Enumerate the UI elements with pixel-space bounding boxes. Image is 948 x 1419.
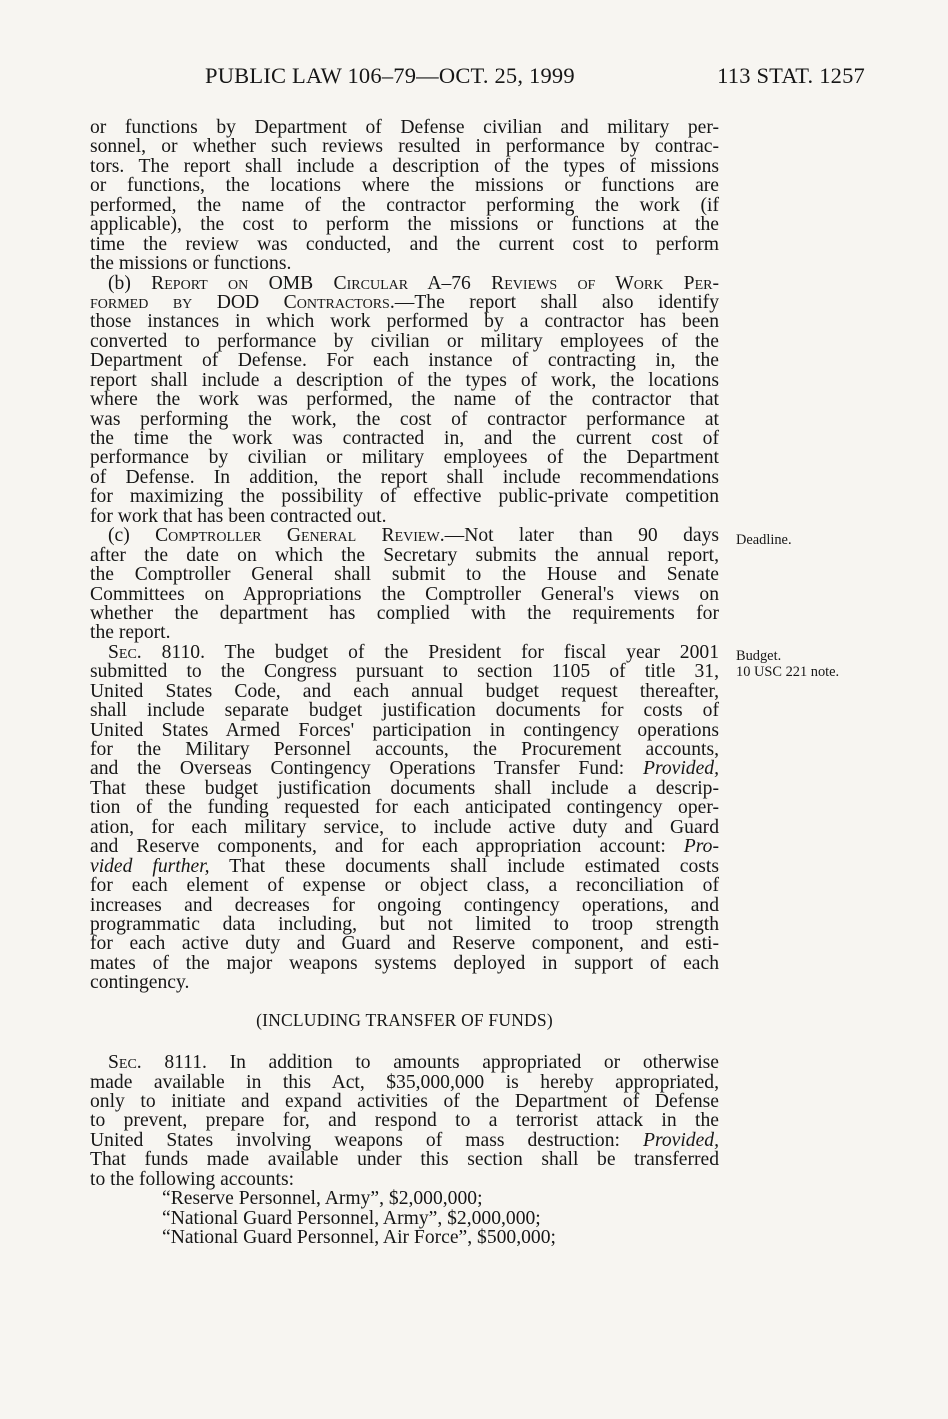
subsection-heading: Comptroller General Review bbox=[155, 525, 440, 547]
text-line: the missions or functions. bbox=[90, 253, 292, 275]
proviso-italic: Provided, bbox=[643, 758, 719, 780]
text-line bbox=[90, 643, 719, 662]
text-line: or functions by Department of Defense civilian and military per- bbox=[90, 117, 719, 138]
subsection-label: (c) bbox=[108, 525, 156, 547]
text-line: to the following accounts: bbox=[90, 1168, 295, 1190]
section-8111 bbox=[90, 1053, 719, 1247]
text-line: was performing the work, the cost of contractor performance at bbox=[90, 408, 719, 430]
text-line: performance by civilian or military employees of the Department bbox=[90, 447, 719, 469]
statute-page-number: 113 STAT. 1257 bbox=[717, 63, 865, 88]
text-line: That funds made available under this section shall be transferred bbox=[90, 1149, 719, 1171]
margin-note-budget: Budget. bbox=[736, 648, 782, 664]
account-item: “National Guard Personnel, Air Force”, $500,000; bbox=[162, 1227, 556, 1249]
text-line: Committees on Appropriations the Comptroller General's views on bbox=[90, 583, 719, 605]
text-line: performed, the name of the contractor performing the work (if bbox=[90, 194, 719, 216]
paragraph-b-omb-report bbox=[90, 274, 719, 527]
text-line: time the review was conducted, and the current cost to perform bbox=[90, 233, 719, 255]
text-line bbox=[90, 274, 719, 293]
account-item: “National Guard Personnel, Army”, $2,000,000; bbox=[162, 1207, 541, 1229]
subsection-label: (b) bbox=[108, 272, 152, 294]
text-line: for work that has been contracted out. bbox=[90, 505, 387, 527]
section-heading-transfer-of-funds: (INCLUDING TRANSFER OF FUNDS) bbox=[256, 1009, 553, 1030]
text-line: increases and decreases for ongoing contingency operations, and bbox=[90, 894, 719, 916]
text-line: sonnel, or whether such reviews resulted in performance by contrac- bbox=[90, 136, 719, 158]
text-line: mates of the major weapons systems deployed in support of each bbox=[90, 952, 719, 974]
text-line: contingency. bbox=[90, 972, 190, 994]
text-line: United States Code, and each annual budget request thereafter, bbox=[90, 680, 719, 702]
text-line: converted to performance by civilian or military employees of the bbox=[90, 330, 719, 352]
page-header bbox=[205, 63, 865, 93]
text-line: tors. The report shall include a description of the types of missions bbox=[90, 155, 719, 177]
text-line: shall include separate budget justification documents for costs of bbox=[90, 700, 719, 722]
text-line: for maximizing the possibility of effective public-private competition bbox=[90, 486, 719, 508]
margin-note-deadline: Deadline. bbox=[736, 532, 792, 548]
text-run: That these documents shall include estimated costs bbox=[209, 855, 719, 877]
text-run: . 8111. In addition to amounts appropriated or otherwise bbox=[136, 1052, 719, 1074]
text-line: programmatic data including, but not limited to troop strength bbox=[90, 913, 719, 935]
text-line: Department of Defense. For each instance of contracting in, the bbox=[90, 350, 719, 372]
margin-note-usc: 10 USC 221 note. bbox=[736, 664, 840, 680]
proviso-italic: Provided, bbox=[643, 1129, 719, 1151]
text-run: .—Not later than 90 days bbox=[439, 525, 719, 547]
text-line: for the Military Personnel accounts, the Procurement accounts, bbox=[90, 739, 719, 760]
text-line: That these budget justification documents shall include a descrip- bbox=[90, 777, 719, 799]
paragraph-c-comptroller-review bbox=[90, 526, 719, 643]
text-line bbox=[90, 1131, 719, 1150]
text-line: or functions, the locations where the missions or functions are bbox=[90, 175, 719, 197]
text-line: whether the department has complied with the requirements for bbox=[90, 602, 719, 624]
text-line: of Defense. In addition, the report shall include recommendations bbox=[90, 466, 719, 488]
section-8110 bbox=[90, 643, 719, 993]
subsection-heading: Report on OMB Circular A–76 Reviews of Work Per- bbox=[151, 272, 719, 294]
text-line bbox=[90, 759, 719, 778]
proviso-italic: Pro- bbox=[683, 836, 719, 858]
public-law-citation: PUBLIC LAW 106–79—OCT. 25, 1999 bbox=[205, 63, 575, 88]
proviso-italic: vided further, bbox=[90, 855, 210, 877]
paragraph-a-continuation bbox=[90, 118, 719, 274]
section-label: Sec bbox=[108, 1052, 137, 1074]
text-line: for each active duty and Guard and Reserve component, and esti- bbox=[90, 933, 719, 955]
text-line: ation, for each military service, to include active duty and Guard bbox=[90, 816, 719, 838]
account-item: “Reserve Personnel, Army”, $2,000,000; bbox=[162, 1188, 483, 1210]
text-run: .—The report shall also identify bbox=[389, 291, 720, 313]
text-line: where the work was performed, the name of the contractor that bbox=[90, 389, 719, 411]
text-line bbox=[90, 857, 719, 876]
text-run: United States involving weapons of mass destruction: bbox=[90, 1129, 643, 1151]
text-line: United States Armed Forces' participation in contingency operations bbox=[90, 719, 719, 741]
text-line: for each element of expense or object class, a reconciliation of bbox=[90, 875, 719, 897]
text-line: report shall include a description of the types of work, the locations bbox=[90, 369, 719, 391]
section-label: Sec bbox=[108, 641, 137, 663]
text-line bbox=[90, 293, 719, 312]
text-line bbox=[90, 1053, 719, 1072]
text-run: . 8110. The budget of the President for fiscal year 2001 bbox=[136, 641, 719, 663]
text-line: only to initiate and expand activities of the Department of Defense bbox=[90, 1091, 719, 1112]
subsection-heading: formed by DOD Contractors bbox=[90, 291, 390, 313]
text-line: after the date on which the Secretary submits the annual report, bbox=[90, 544, 719, 566]
text-line bbox=[90, 837, 719, 856]
text-line: the time the work was contracted in, and the current cost of bbox=[90, 428, 719, 449]
text-line: those instances in which work performed by a contractor has been bbox=[90, 311, 719, 333]
text-line: tion of the funding requested for each anticipated contingency oper- bbox=[90, 797, 719, 819]
text-line: the Comptroller General shall submit to the House and Senate bbox=[90, 564, 719, 586]
text-line: made available in this Act, $35,000,000 is hereby appropriated, bbox=[90, 1071, 719, 1093]
text-line: to prevent, prepare for, and respond to a terrorist attack in the bbox=[90, 1110, 719, 1132]
text-run: and the Overseas Contingency Operations Transfer Fund: bbox=[90, 758, 643, 780]
document-body bbox=[90, 118, 719, 1248]
text-line bbox=[90, 526, 719, 545]
text-line: the report. bbox=[90, 622, 171, 644]
text-line: applicable), the cost to perform the missions or functions at the bbox=[90, 214, 719, 236]
text-run: and Reserve components, and for each appropriation account: bbox=[90, 836, 684, 858]
text-line: submitted to the Congress pursuant to section 1105 of title 31, bbox=[90, 661, 719, 683]
